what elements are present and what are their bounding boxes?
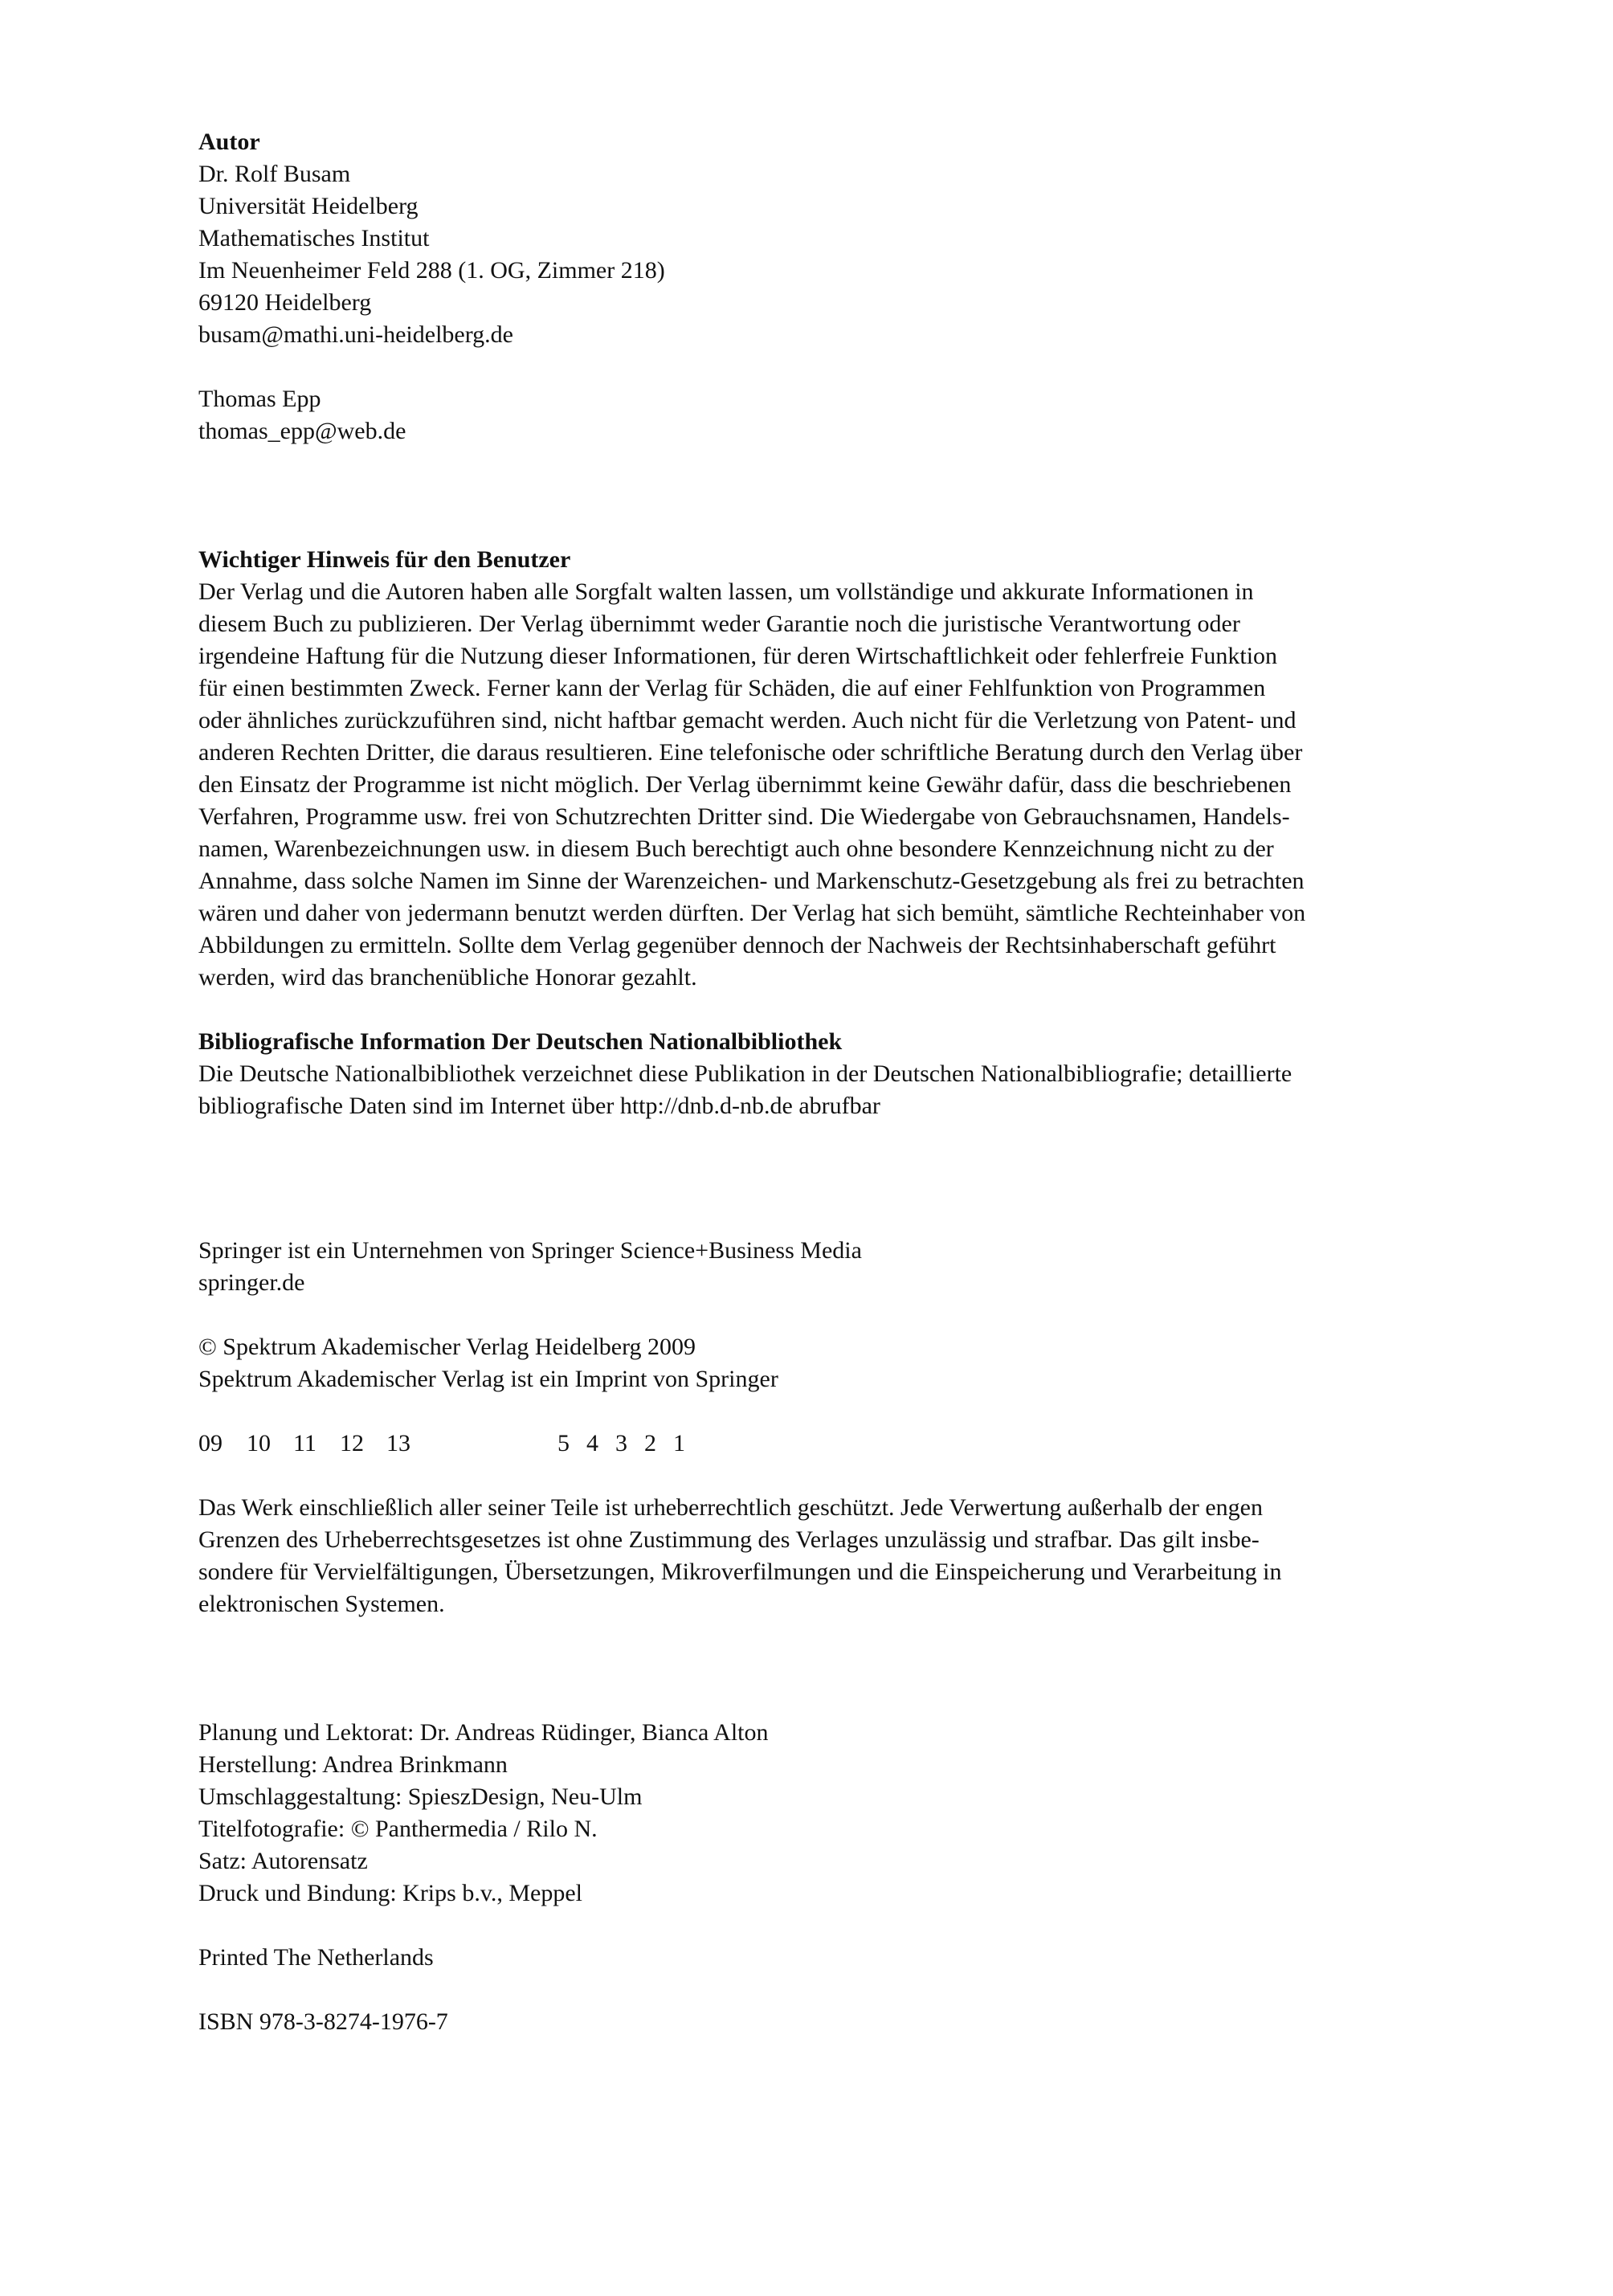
biblio-block	[198, 1026, 1435, 1122]
publisher-line: Springer ist ein Unternehmen von Springer Science+Business Media	[198, 1237, 862, 1264]
copyright-block	[198, 1331, 1435, 1395]
printline	[198, 1428, 1435, 1460]
coauthor-block	[198, 383, 1435, 447]
rights-line: Das Werk einschließlich aller seiner Teile ist urheberrechtlich geschützt. Jede Verwertung außerhalb der engen	[198, 1494, 1263, 1521]
rights-line: sondere für Vervielfältigungen, Übersetzungen, Mikroverfilmungen und die Einspeicherung und Verarbeitung in	[198, 1559, 1282, 1585]
coauthor-name: Thomas Epp	[198, 386, 321, 412]
printline-year: 13	[386, 1430, 410, 1456]
notice-line: werden, wird das branchenübliche Honorar gezahlt.	[198, 964, 697, 991]
notice-line: Der Verlag und die Autoren haben alle Sorgfalt walten lassen, um vollständige und akkurate Informationen in	[198, 578, 1254, 605]
notice-line: anderen Rechten Dritter, die daraus resultieren. Eine telefonische oder schriftliche Beratung durch den Verlag über	[198, 739, 1303, 766]
notice-block	[198, 544, 1435, 994]
notice-line: Annahme, dass solche Namen im Sinne der Warenzeichen- und Markenschutz-Gesetzgebung als frei zu betrachten	[198, 868, 1305, 894]
notice-line: für einen bestimmten Zweck. Ferner kann der Verlag für Schäden, die auf einer Fehlfunktion von Programmen	[198, 675, 1266, 701]
notice-line: Abbildungen zu ermitteln. Sollte dem Verlag gegenüber dennoch der Nachweis der Rechtsinhaberschaft geführt	[198, 932, 1276, 958]
notice-line: wären und daher von jedermann benutzt werden dürften. Der Verlag hat sich bemüht, sämtliche Rechteinhaber von	[198, 900, 1306, 926]
credit-line: Satz: Autorensatz	[198, 1848, 368, 1874]
credit-line: Herstellung: Andrea Brinkmann	[198, 1751, 508, 1778]
author-email: busam@mathi.uni-heidelberg.de	[198, 321, 513, 348]
printline-year: 10	[247, 1430, 271, 1456]
printline-year: 11	[293, 1430, 316, 1456]
notice-line: den Einsatz der Programme ist nicht möglich. Der Verlag übernimmt keine Gewähr dafür, dass die beschriebenen	[198, 771, 1292, 798]
printed-in: Printed The Netherlands	[198, 1944, 434, 1971]
notice-line: namen, Warenbezeichnungen usw. in diesem Buch berechtigt auch ohne besondere Kennzeichnung nicht zu der	[198, 835, 1274, 862]
publisher-url: springer.de	[198, 1269, 305, 1296]
credit-line: Druck und Bindung: Krips b.v., Meppel	[198, 1880, 583, 1906]
author-line: Mathematisches Institut	[198, 225, 430, 251]
publisher-block	[198, 1235, 1435, 1299]
coauthor-email: thomas_epp@web.de	[198, 418, 406, 444]
printed-block	[198, 1942, 1435, 1974]
author-line: Dr. Rolf Busam	[198, 161, 351, 187]
notice-line: irgendeine Haftung für die Nutzung dieser Informationen, für deren Wirtschaftlichkeit oder fehlerfreie Funktion	[198, 643, 1278, 669]
credit-line: Planung und Lektorat: Dr. Andreas Rüdinger, Bianca Alton	[198, 1719, 769, 1746]
copyright-line: © Spektrum Akademischer Verlag Heidelberg 2009	[198, 1334, 696, 1360]
credits-block	[198, 1717, 1435, 1910]
notice-heading: Wichtiger Hinweis für den Benutzer	[198, 546, 571, 573]
copyright-line: Spektrum Akademischer Verlag ist ein Imprint von Springer	[198, 1366, 778, 1392]
printline-row	[198, 1428, 1435, 1460]
printline-impression: 4	[586, 1430, 598, 1456]
isbn-block	[198, 2006, 1435, 2038]
notice-line: diesem Buch zu publizieren. Der Verlag übernimmt weder Garantie noch die juristische Verantwortung oder	[198, 611, 1240, 637]
biblio-heading: Bibliografische Information Der Deutschen Nationalbibliothek	[198, 1028, 843, 1055]
printline-year: 09	[198, 1430, 223, 1456]
rights-block	[198, 1492, 1435, 1620]
printline-impression: 5	[557, 1430, 570, 1456]
author-line: 69120 Heidelberg	[198, 289, 372, 316]
author-block	[198, 126, 1435, 351]
printline-impression: 1	[673, 1430, 685, 1456]
rights-line: Grenzen des Urheberrechtsgesetzes ist ohne Zustimmung des Verlages unzulässig und strafbar. Das gilt insbe-	[198, 1526, 1260, 1553]
printline-impression: 2	[644, 1430, 656, 1456]
author-line: Universität Heidelberg	[198, 193, 419, 219]
rights-line: elektronischen Systemen.	[198, 1591, 445, 1617]
notice-line: Verfahren, Programme usw. frei von Schutzrechten Dritter sind. Die Wiedergabe von Gebrauchsnamen, Handels-	[198, 803, 1290, 830]
credit-line: Umschlaggestaltung: SpieszDesign, Neu-Ulm	[198, 1783, 643, 1810]
notice-line: oder ähnliches zurückzuführen sind, nicht haftbar gemacht werden. Auch nicht für die Verletzung von Patent- und	[198, 707, 1297, 733]
printline-year: 12	[340, 1430, 364, 1456]
biblio-line: Die Deutsche Nationalbibliothek verzeichnet diese Publikation in der Deutschen Nationalbibliografie; detaillierte	[198, 1060, 1292, 1087]
author-heading: Autor	[198, 129, 260, 155]
biblio-line: bibliografische Daten sind im Internet über http://dnb.d-nb.de abrufbar	[198, 1093, 880, 1119]
author-line: Im Neuenheimer Feld 288 (1. OG, Zimmer 218)	[198, 257, 665, 284]
credit-line: Titelfotografie: © Panthermedia / Rilo N.	[198, 1816, 598, 1842]
isbn: ISBN 978-3-8274-1976-7	[198, 2008, 448, 2035]
printline-impression: 3	[615, 1430, 627, 1456]
